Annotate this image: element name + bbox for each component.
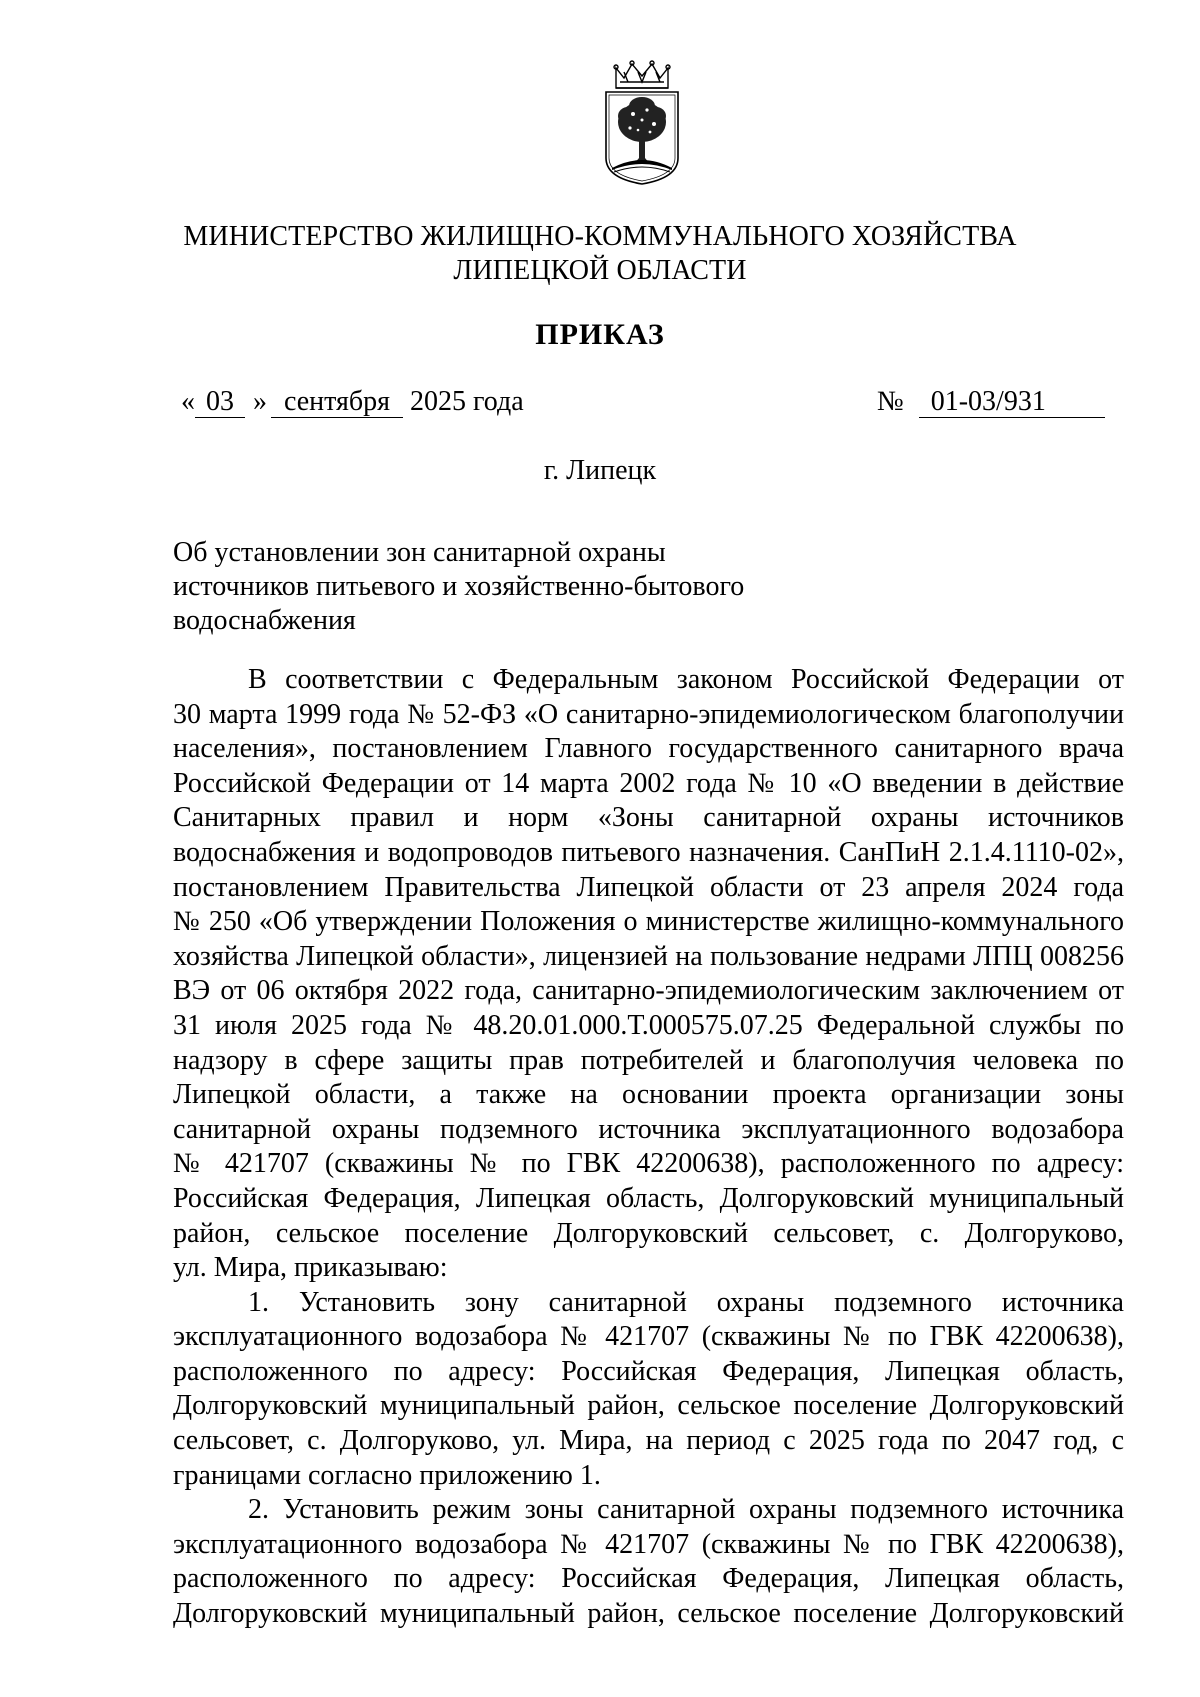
body-line: Российской Федерации от 14 марта 2002 года № 10 «О введении в действие bbox=[173, 767, 1124, 799]
ministry-name-line2: ЛИПЕЦКОЙ ОБЛАСТИ bbox=[453, 255, 747, 286]
ministry-name-line1: МИНИСТЕРСТВО ЖИЛИЩНО-КОММУНАЛЬНОГО ХОЗЯЙСТВА bbox=[183, 221, 1017, 252]
body-line: водоснабжения и водопроводов питьевого назначения. СанПиН 2.1.4.1110-02», bbox=[173, 836, 1124, 868]
document-date bbox=[181, 386, 524, 418]
body-line: расположенного по адресу: Российская Федерация, Липецкая область, bbox=[173, 1355, 1124, 1387]
body-line: 1. Установить зону санитарной охраны подземного источника bbox=[248, 1286, 1124, 1318]
body-line: 31 июля 2025 года № 48.20.01.000.Т.000575.07.25 Федеральной службы по bbox=[173, 1009, 1124, 1041]
body-line: санитарной охраны подземного источника эксплуатационного водозабора bbox=[173, 1113, 1124, 1145]
body-line: район, сельское поселение Долгоруковский сельсовет, с. Долгоруково, bbox=[173, 1217, 1124, 1249]
body-line: надзору в сфере защиты прав потребителей и благополучия человека по bbox=[173, 1044, 1124, 1076]
body-line: 30 марта 1999 года № 52-ФЗ «О санитарно-эпидемиологическом благополучии bbox=[173, 698, 1124, 730]
document-city: г. Липецк bbox=[543, 455, 657, 486]
document-subject bbox=[173, 536, 744, 638]
body-line: эксплуатационного водозабора № 421707 (скважины № по ГВК 42200638), bbox=[173, 1528, 1124, 1560]
date-month: сентября bbox=[271, 387, 403, 418]
date-day: 03 bbox=[195, 387, 245, 418]
body-line: Санитарных правил и норм «Зоны санитарной охраны источников bbox=[173, 802, 1124, 834]
date-year: 2025 года bbox=[410, 386, 524, 417]
subject-line: источников питьевого и хозяйственно-бытового bbox=[173, 571, 745, 602]
body-line: № 250 «Об утверждении Положения о министерстве жилищно-коммунального bbox=[173, 906, 1124, 938]
body-line: границами согласно приложению 1. bbox=[173, 1459, 601, 1491]
number-value: 01-03/931 bbox=[919, 387, 1105, 418]
date-open-quote: « bbox=[181, 386, 195, 417]
document-body bbox=[173, 663, 1124, 1632]
body-line: сельсовет, с. Долгоруково, ул. Мира, на период с 2025 года по 2047 год, с bbox=[173, 1425, 1124, 1457]
body-line: Долгоруковский муниципальный район, сельское поселение Долгоруковский bbox=[173, 1390, 1124, 1422]
subject-line: водоснабжения bbox=[173, 605, 356, 636]
body-line: хозяйства Липецкой области», лицензией на пользование недрами ЛПЦ 008256 bbox=[173, 940, 1124, 972]
body-line: населения», постановлением Главного государственного санитарного врача bbox=[173, 733, 1124, 765]
document-number bbox=[877, 386, 1105, 418]
body-line: Долгоруковский муниципальный район, сельское поселение Долгоруковский bbox=[173, 1598, 1124, 1630]
body-line: 2. Установить режим зоны санитарной охраны подземного источника bbox=[248, 1494, 1124, 1526]
lipetsk-coat-of-arms-icon bbox=[600, 58, 684, 186]
body-line: ул. Мира, приказываю: bbox=[173, 1252, 448, 1284]
body-line: Российская Федерация, Липецкая область, Долгоруковский муниципальный bbox=[173, 1182, 1124, 1214]
document-type-title: ПРИКАЗ bbox=[535, 318, 665, 351]
body-line: В соответствии с Федеральным законом Российской Федерации от bbox=[248, 664, 1124, 695]
date-close-quote: » bbox=[253, 386, 267, 417]
body-line: эксплуатационного водозабора № 421707 (скважины № по ГВК 42200638), bbox=[173, 1321, 1124, 1353]
number-sign: № bbox=[877, 386, 904, 417]
body-line: ВЭ от 06 октября 2022 года, санитарно-эпидемиологическим заключением от bbox=[173, 975, 1124, 1007]
body-line: № 421707 (скважины № по ГВК 42200638), расположенного по адресу: bbox=[173, 1148, 1124, 1180]
body-line: Липецкой области, а также на основании проекта организации зоны bbox=[173, 1079, 1124, 1111]
subject-line: Об установлении зон санитарной охраны bbox=[173, 537, 666, 568]
body-line: постановлением Правительства Липецкой области от 23 апреля 2024 года bbox=[173, 871, 1124, 903]
body-line: расположенного по адресу: Российская Федерация, Липецкая область, bbox=[173, 1563, 1124, 1595]
